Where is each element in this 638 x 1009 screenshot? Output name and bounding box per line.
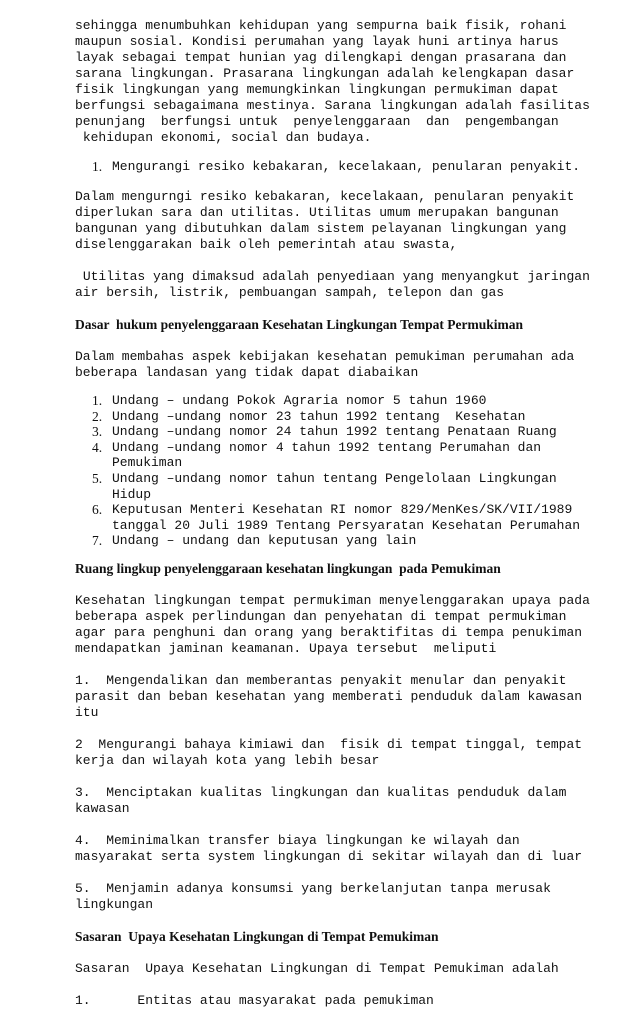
text-line: Dalam mengurngi resiko kebakaran, kecelakaan, penularan penyakit xyxy=(75,189,575,204)
text-line: penunjang berfungsi untuk penyelenggaraan dan pengembangan xyxy=(75,114,559,129)
list-item xyxy=(75,533,625,549)
text-line: beberapa aspek perlindungan dan penyehatan di tempat permukiman xyxy=(75,608,567,624)
list-number: 2. xyxy=(92,408,103,424)
document-page xyxy=(75,18,625,1009)
text-line: mendapatkan jaminan keamanan. Upaya tersebut meliputi xyxy=(75,640,497,656)
list-number: 3. xyxy=(92,424,103,440)
scope-item: 2 Mengurangi bahaya kimiawi dan fisik di tempat tinggal, tempat kerja dan wilayah kota yang lebih besar xyxy=(75,736,583,768)
list-item xyxy=(75,440,625,471)
policy-paragraph xyxy=(75,349,625,381)
text-line: sarana lingkungan. Prasarana lingkungan adalah kelengkapan dasar xyxy=(75,66,575,81)
utilities-paragraph xyxy=(75,189,625,253)
text-line: Kesehatan lingkungan tempat permukiman menyelenggarakan upaya pada xyxy=(75,592,590,608)
list-text: Undang –undang nomor 24 tahun 1992 tentang Penataan Ruang xyxy=(112,424,557,440)
list-number: 5. xyxy=(92,470,103,486)
scope-item: 3. Menciptakan kualitas lingkungan dan kualitas penduduk dalam kawasan xyxy=(75,784,567,816)
list-text: Undang –undang nomor 4 tahun 1992 tentang Perumahan dan Pemukiman xyxy=(112,439,542,471)
scope-item: 1. Mengendalikan dan memberantas penyakit menular dan penyakit parasit dan beban kesehatan yang memberati penduduk dalam kawasan itu xyxy=(75,672,583,720)
list-item xyxy=(75,424,625,440)
list-text: Keputusan Menteri Kesehatan RI nomor 829/MenKes/SK/VII/1989 tanggal 20 Juli 1989 Tentang Persyaratan Kesehatan Perumahan xyxy=(112,502,581,533)
text-line: Utilitas yang dimaksud adalah penyediaan yang menyangkut jaringan xyxy=(75,269,590,284)
text-line: agar para penghuni dan orang yang beraktifitas di tempa penukiman xyxy=(75,624,583,640)
text-line: sehingga menumbuhkan kehidupan yang sempurna baik fisik, rohani xyxy=(75,18,567,33)
law-list xyxy=(75,393,625,549)
section-heading-targets: Sasaran Upaya Kesehatan Lingkungan di Tempat Pemukiman xyxy=(75,928,439,944)
text-line: diperlukan sara dan utilitas. Utilitas umum merupakan bangunan xyxy=(75,205,559,220)
section-heading-legal-basis: Dasar hukum penyelenggaraan Kesehatan Lingkungan Tempat Permukiman xyxy=(75,317,523,332)
list-item xyxy=(75,393,625,409)
risk-list xyxy=(75,159,625,175)
text-line: kehidupan ekonomi, social dan budaya. xyxy=(75,130,372,145)
text-line: bangunan yang dibutuhkan dalam sistem pelayanan lingkungan yang xyxy=(75,221,567,236)
list-number: 1. xyxy=(92,159,103,174)
list-text: Undang – undang Pokok Agraria nomor 5 tahun 1960 xyxy=(112,393,487,408)
list-number: 6. xyxy=(92,502,103,518)
text-line: layak sebagai tempat hunian yag dilengkapi dengan prasarana dan xyxy=(75,50,567,65)
text-line: maupun sosial. Kondisi perumahan yang layak huni artinya harus xyxy=(75,34,559,49)
list-text: Undang – undang dan keputusan yang lain xyxy=(112,533,417,549)
list-item xyxy=(75,159,625,175)
intro-paragraph xyxy=(75,18,625,146)
list-item xyxy=(75,409,625,425)
list-number: 7. xyxy=(92,533,103,549)
target-item: 1. Entitas atau masyarakat pada pemukiman xyxy=(75,992,434,1008)
list-text: Undang –undang nomor tahun tentang Pengelolaan Lingkungan Hidup xyxy=(112,470,557,502)
text-line: berfungsi sebagaimana mestinya. Sarana lingkungan adalah fasilitas xyxy=(75,98,590,113)
list-number: 1. xyxy=(92,393,103,408)
section-heading-scope: Ruang lingkup penyelenggaraan kesehatan lingkungan pada Pemukiman xyxy=(75,560,501,576)
list-text: Mengurangi resiko kebakaran, kecelakaan, penularan penyakit. xyxy=(112,159,581,174)
text-line: diselenggarakan baik oleh pemerintah atau swasta, xyxy=(75,237,458,252)
text-line: Dalam membahas aspek kebijakan kesehatan pemukiman perumahan ada xyxy=(75,349,575,364)
text-line: fisik lingkungan yang memungkinkan lingkungan permukiman dapat xyxy=(75,82,559,97)
list-item xyxy=(75,502,625,533)
text-line: beberapa landasan yang tidak dapat diabaikan xyxy=(75,365,419,380)
list-item xyxy=(75,471,625,502)
text-line: air bersih, listrik, pembuangan sampah, telepon dan gas xyxy=(75,285,505,300)
scope-item: 4. Meminimalkan transfer biaya lingkungan ke wilayah dan masyarakat serta system lingkungan di sekitar wilayah dan di luar xyxy=(75,832,583,864)
list-text: Undang –undang nomor 23 tahun 1992 tentang Kesehatan xyxy=(112,408,526,424)
scope-paragraph xyxy=(75,593,625,657)
scope-item: 5. Menjamin adanya konsumsi yang berkelanjutan tanpa merusak lingkungan xyxy=(75,880,551,912)
targets-paragraph: Sasaran Upaya Kesehatan Lingkungan di Tempat Pemukiman adalah xyxy=(75,960,559,976)
utilities-detail-paragraph xyxy=(75,269,625,301)
list-number: 4. xyxy=(92,439,103,455)
